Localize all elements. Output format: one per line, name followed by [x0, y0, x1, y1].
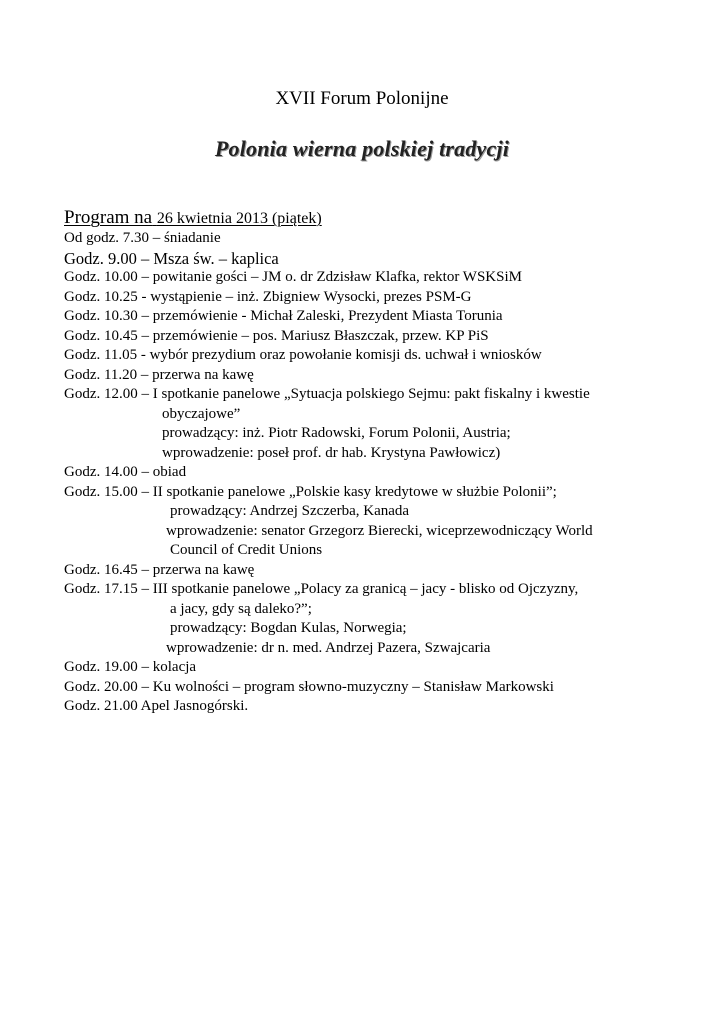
- program-label: Program na: [64, 207, 153, 228]
- program-heading-underlined: [64, 207, 322, 228]
- schedule-line: Godz. 9.00 – Msza św. – kaplica: [64, 248, 279, 268]
- schedule-line-continuation: wprowadzenie: senator Grzegorz Bierecki, wiceprzewodniczący World: [166, 522, 593, 539]
- schedule-line-continuation: prowadzący: inż. Piotr Radowski, Forum Polonii, Austria;: [162, 425, 511, 441]
- schedule-line-continuation: obyczajowe”: [162, 405, 241, 422]
- schedule-line-continuation: wprowadzenie: poseł prof. dr hab. Krystyna Pawłowicz): [162, 444, 501, 461]
- schedule-line: Godz. 10.30 – przemówienie - Michał Zaleski, Prezydent Miasta Torunia: [64, 308, 503, 324]
- schedule-line: Godz. 17.15 – III spotkanie panelowe „Polacy za granicą – jacy - blisko od Ojczyzny,: [64, 581, 579, 597]
- schedule-list: [64, 229, 714, 717]
- schedule-line-continuation: prowadzący: Andrzej Szczerba, Kanada: [170, 503, 410, 519]
- schedule-line: Godz. 20.00 – Ku wolności – program słowno-muzyczny – Stanisław Markowski: [64, 678, 554, 695]
- schedule-line: Godz. 19.00 – kolacja: [64, 659, 197, 675]
- schedule-line: Od godz. 7.30 – śniadanie: [64, 230, 221, 246]
- schedule-line: Godz. 10.00 – powitanie gości – JM o. dr Zdzisław Klafka, rektor WSKSiM: [64, 269, 522, 285]
- schedule-line: Godz. 14.00 – obiad: [64, 464, 187, 480]
- schedule-line: Godz. 10.45 – przemówienie – pos. Mariusz Błaszczak, przew. KP PiS: [64, 327, 489, 344]
- forum-subtitle: Polonia wierna polskiej tradycji: [214, 136, 510, 161]
- schedule-line: Godz. 16.45 – przerwa na kawę: [64, 561, 255, 578]
- schedule-line-continuation: a jacy, gdy są daleko?”;: [170, 600, 312, 617]
- schedule-line-continuation: wprowadzenie: dr n. med. Andrzej Pazera, Szwajcaria: [166, 639, 491, 656]
- program-heading: [64, 206, 322, 231]
- forum-title: XVII Forum Polonijne: [275, 88, 449, 109]
- schedule-line-continuation: prowadzący: Bogdan Kulas, Norwegia;: [170, 620, 407, 636]
- schedule-line-continuation: Council of Credit Unions: [170, 542, 323, 558]
- schedule-line: Godz. 11.05 - wybór prezydium oraz powołanie komisji ds. uchwał i wniosków: [64, 347, 542, 363]
- program-date: 26 kwietnia 2013 (piątek): [156, 210, 322, 227]
- schedule-line: Godz. 21.00 Apel Jasnogórski.: [64, 698, 249, 714]
- schedule-line: Godz. 15.00 – II spotkanie panelowe „Polskie kasy kredytowe w służbie Polonii”;: [64, 483, 557, 500]
- schedule-line: Godz. 12.00 – I spotkanie panelowe „Sytuacja polskiego Sejmu: pakt fiskalny i kwestie: [64, 386, 590, 402]
- schedule-line: Godz. 11.20 – przerwa na kawę: [64, 366, 254, 383]
- schedule-line: Godz. 10.25 - wystąpienie – inż. Zbigniew Wysocki, prezes PSM-G: [64, 288, 472, 305]
